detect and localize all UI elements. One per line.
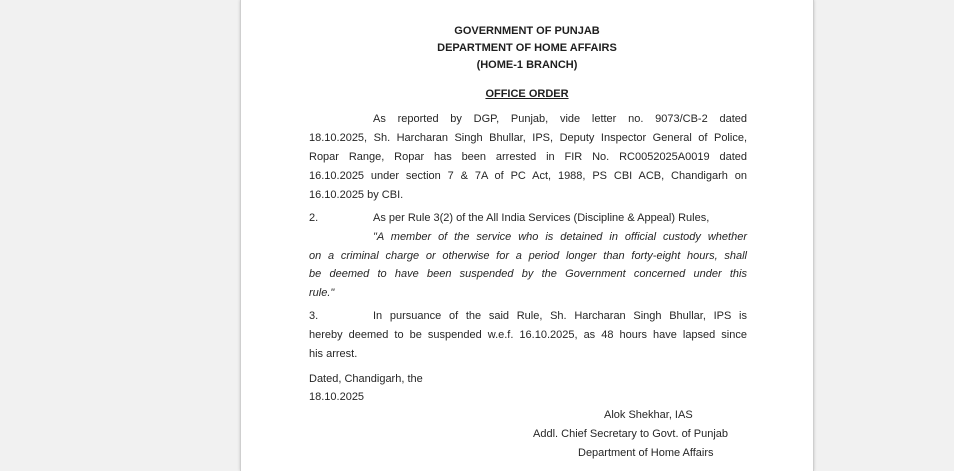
branch-title: (HOME-1 BRANCH) bbox=[476, 59, 578, 71]
signatory-name: Alok Shekhar, IAS bbox=[604, 409, 693, 421]
order-title: OFFICE ORDER bbox=[485, 88, 569, 100]
government-title: GOVERNMENT OF PUNJAB bbox=[454, 25, 600, 37]
para3-line-2: hereby deemed to be suspended w.e.f. 16.10.2025, as 48 hours have lapsed since bbox=[309, 329, 747, 341]
dated-date: 18.10.2025 bbox=[309, 391, 365, 403]
para2-quote-line-2: on a criminal charge or otherwise for a period longer than forty-eight hours, shall bbox=[309, 250, 747, 262]
para1-line-5: 16.10.2025 by CBI. bbox=[309, 189, 404, 201]
para1-line-2: 18.10.2025, Sh. Harcharan Singh Bhullar, IPS, Deputy Inspector General of Police, bbox=[309, 132, 747, 144]
signatory-designation: Addl. Chief Secretary to Govt. of Punjab bbox=[533, 428, 729, 440]
para2-intro: As per Rule 3(2) of the All India Services (Discipline & Appeal) Rules, bbox=[373, 212, 710, 224]
para3-line-1: In pursuance of the said Rule, Sh. Harcharan Singh Bhullar, IPS is bbox=[373, 310, 747, 322]
para1-line-4: 16.10.2025 under section 7 & 7A of PC Act, 1988, PS CBI ACB, Chandigarh on bbox=[309, 170, 747, 182]
para2-quote-line-1: "A member of the service who is detained in official custody whether bbox=[373, 231, 747, 243]
department-title: DEPARTMENT OF HOME AFFAIRS bbox=[437, 42, 617, 54]
para3-line-3: his arrest. bbox=[309, 348, 358, 360]
signatory-department: Department of Home Affairs bbox=[578, 447, 714, 459]
para3-number: 3. bbox=[309, 310, 319, 322]
document-page bbox=[240, 0, 814, 471]
para2-number: 2. bbox=[309, 212, 319, 224]
para1-line-1: As reported by DGP, Punjab, vide letter no. 9073/CB-2 dated bbox=[373, 113, 747, 125]
para2-quote-line-3: be deemed to have been suspended by the Government concerned under this bbox=[309, 268, 747, 280]
para2-quote-line-4: rule." bbox=[309, 287, 335, 299]
para1-line-3: Ropar Range, Ropar has been arrested in FIR No. RC0052025A0019 dated bbox=[309, 151, 747, 163]
dated-place: Dated, Chandigarh, the bbox=[309, 373, 423, 385]
